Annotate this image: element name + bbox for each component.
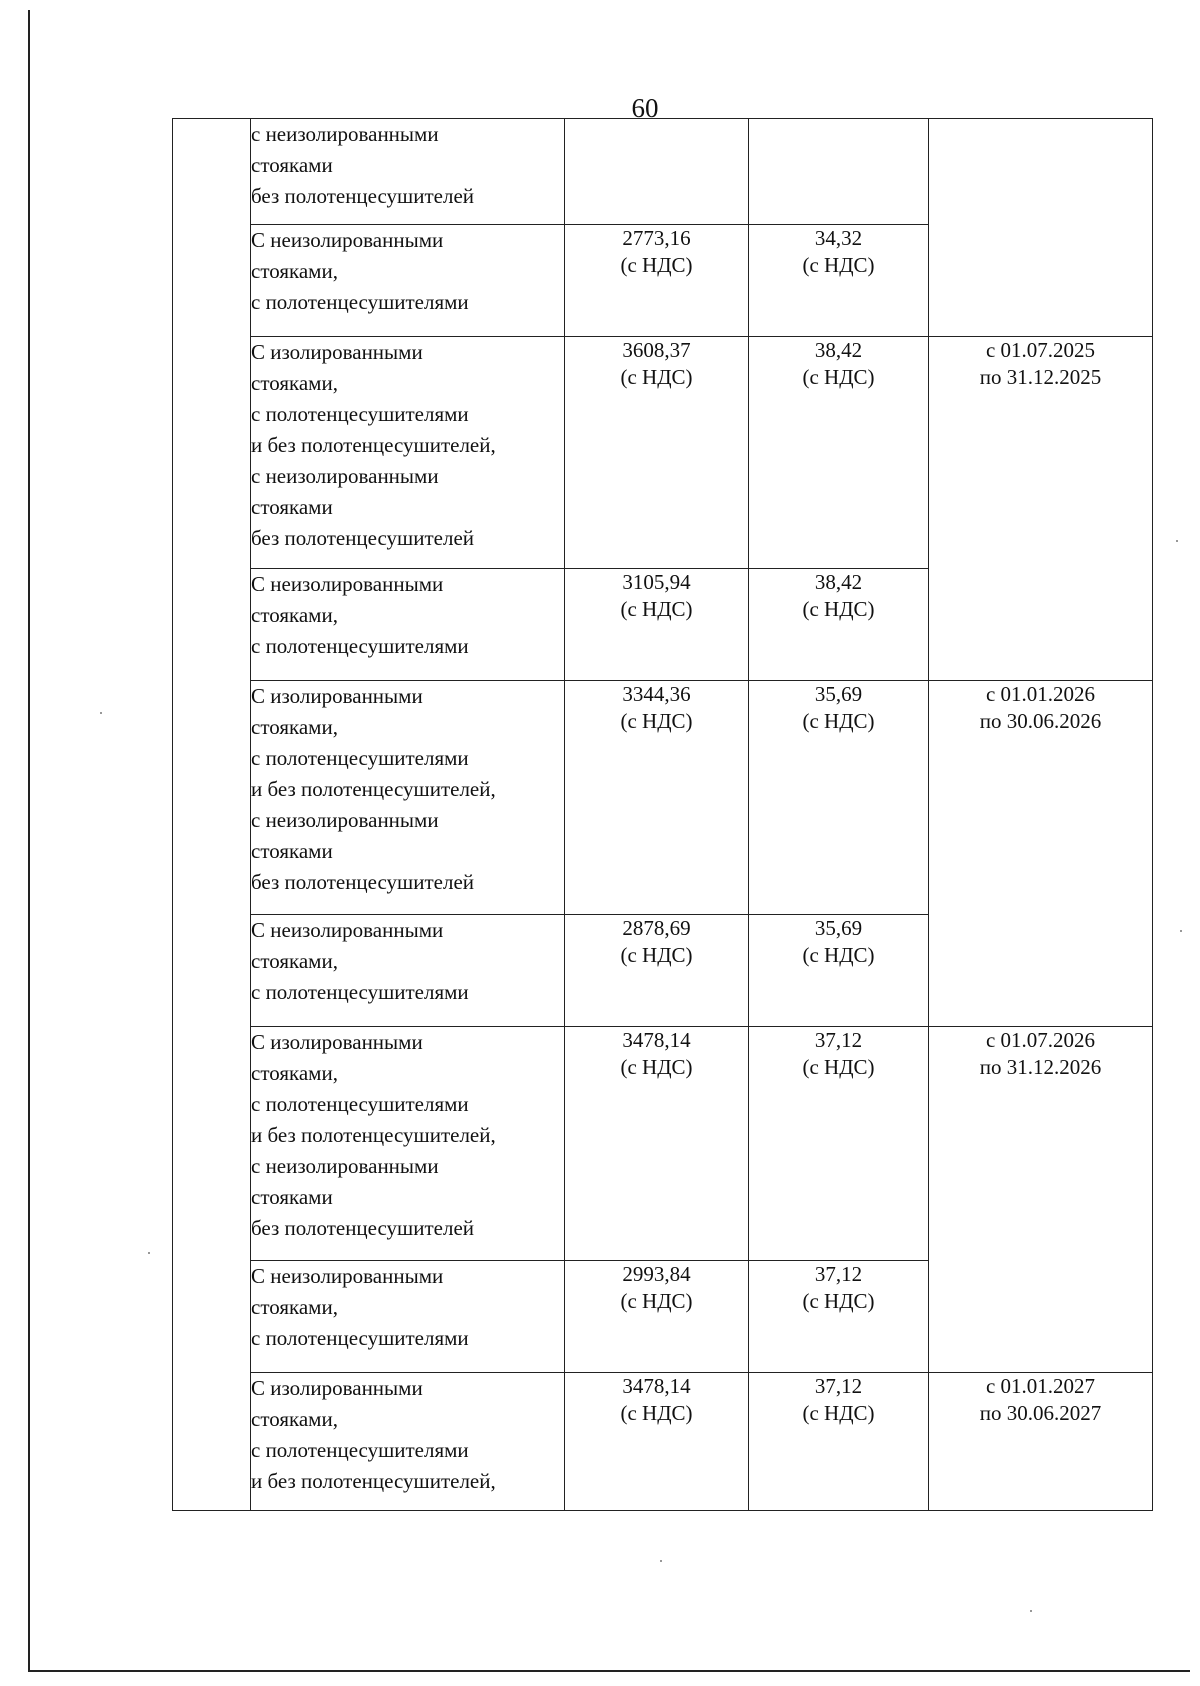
- riser-description-cell: [251, 569, 565, 681]
- tariff-value: 2773,16: [622, 226, 691, 250]
- norm-value: 37,12: [814, 1028, 863, 1052]
- tariff-value-cell: [565, 915, 749, 1027]
- tariff-table: [172, 118, 1153, 1511]
- tariff-value: 2993,84: [622, 1262, 691, 1286]
- tariff-value-cell: [565, 569, 749, 681]
- tariff-value: 3478,14: [622, 1028, 691, 1052]
- norm-value: 34,32: [814, 226, 863, 250]
- tariff-value: 3105,94: [622, 570, 691, 594]
- validity-period-line: по 31.12.2026: [979, 1055, 1102, 1079]
- description-line: без полотенцесушителей: [251, 1216, 475, 1240]
- validity-period-line: с 01.07.2025: [985, 338, 1096, 362]
- description-line: и без полотенцесушителей,: [251, 433, 496, 457]
- riser-description-cell: [251, 225, 565, 337]
- vat-note: (с НДС): [620, 253, 693, 277]
- description-line: стояками,: [251, 371, 338, 395]
- norm-value-cell: [749, 1261, 929, 1373]
- table-row: [173, 681, 1153, 915]
- vat-note: (с НДС): [620, 709, 693, 733]
- scan-speck: [1180, 930, 1182, 932]
- norm-value: 35,69: [814, 916, 863, 940]
- description-line: стояками: [251, 839, 333, 863]
- vat-note: (с НДС): [620, 597, 693, 621]
- norm-value-cell: [749, 337, 929, 569]
- description-line: стояками: [251, 495, 333, 519]
- vat-note: (с НДС): [802, 597, 875, 621]
- description-line: стояками,: [251, 1061, 338, 1085]
- validity-period-cell: [929, 681, 1153, 1027]
- description-line: и без полотенцесушителей,: [251, 1123, 496, 1147]
- description-line: стояками,: [251, 259, 338, 283]
- validity-period-line: с 01.01.2026: [985, 682, 1096, 706]
- validity-period-line: с 01.01.2027: [985, 1374, 1096, 1398]
- vat-note: (с НДС): [802, 1055, 875, 1079]
- norm-value-cell: [749, 915, 929, 1027]
- tariff-value: 2878,69: [622, 916, 691, 940]
- tariff-value-cell: [565, 337, 749, 569]
- table-row: [173, 337, 1153, 569]
- tariff-value-cell: [565, 1261, 749, 1373]
- description-line: с полотенцесушителями: [251, 634, 469, 658]
- scan-speck: [660, 1560, 662, 1562]
- tariff-value: 3344,36: [622, 682, 691, 706]
- table-row: [173, 1373, 1153, 1511]
- description-line: С изолированными: [251, 1376, 423, 1400]
- riser-description-cell: [251, 915, 565, 1027]
- description-line: стояками,: [251, 949, 338, 973]
- description-line: с полотенцесушителями: [251, 1092, 469, 1116]
- description-line: с полотенцесушителями: [251, 1326, 469, 1350]
- norm-value: 35,69: [814, 682, 863, 706]
- vat-note: (с НДС): [620, 943, 693, 967]
- validity-period-line: по 30.06.2026: [979, 709, 1102, 733]
- tariff-value-cell: [565, 1027, 749, 1261]
- vat-note: (с НДС): [620, 1055, 693, 1079]
- riser-description-cell: [251, 119, 565, 225]
- vat-note: (с НДС): [802, 1401, 875, 1425]
- validity-period-line: с 01.07.2026: [985, 1028, 1096, 1052]
- description-line: без полотенцесушителей: [251, 526, 475, 550]
- norm-value: 38,42: [814, 338, 863, 362]
- description-line: и без полотенцесушителей,: [251, 777, 496, 801]
- description-line: С неизолированными: [251, 572, 444, 596]
- tariff-value-cell: [565, 681, 749, 915]
- scan-speck: [148, 1252, 150, 1254]
- description-line: с неизолированными: [251, 1154, 439, 1178]
- norm-value: 38,42: [814, 570, 863, 594]
- norm-value-cell: [749, 225, 929, 337]
- tariff-value: 3478,14: [622, 1374, 691, 1398]
- description-line: без полотенцесушителей: [251, 870, 475, 894]
- validity-period-cell: [929, 337, 1153, 681]
- scan-speck: [1030, 1610, 1032, 1612]
- description-line: с неизолированными: [251, 808, 439, 832]
- norm-value-cell: [749, 1027, 929, 1261]
- description-line: С изолированными: [251, 684, 423, 708]
- norm-value-cell: [749, 681, 929, 915]
- scan-speck: [1176, 540, 1178, 542]
- description-line: с полотенцесушителями: [251, 290, 469, 314]
- description-line: с неизолированными: [251, 464, 439, 488]
- scan-speck: [100, 712, 102, 714]
- vat-note: (с НДС): [802, 1289, 875, 1313]
- riser-description-cell: [251, 1261, 565, 1373]
- validity-period-cell: [929, 1027, 1153, 1373]
- description-line: без полотенцесушителей: [251, 184, 475, 208]
- period-cell-continued: [929, 119, 1153, 337]
- description-line: с полотенцесушителями: [251, 980, 469, 1004]
- description-line: стояками,: [251, 603, 338, 627]
- vat-note: (с НДС): [802, 709, 875, 733]
- description-line: и без полотенцесушителей,: [251, 1469, 496, 1493]
- tariff-value-cell: [565, 119, 749, 225]
- description-line: С неизолированными: [251, 228, 444, 252]
- table-row: [173, 1027, 1153, 1261]
- vat-note: (с НДС): [802, 365, 875, 389]
- norm-value: 37,12: [814, 1374, 863, 1398]
- norm-value-cell: [749, 119, 929, 225]
- tariff-value: 3608,37: [622, 338, 691, 362]
- page-number: 60: [631, 93, 659, 123]
- norm-value: 37,12: [814, 1262, 863, 1286]
- description-line: с полотенцесушителями: [251, 1438, 469, 1462]
- description-line: с полотенцесушителями: [251, 402, 469, 426]
- validity-period-cell: [929, 1373, 1153, 1511]
- description-line: С неизолированными: [251, 918, 444, 942]
- tariff-value-cell: [565, 225, 749, 337]
- tariff-value-cell: [565, 1373, 749, 1511]
- vat-note: (с НДС): [620, 1401, 693, 1425]
- description-line: стояками,: [251, 1407, 338, 1431]
- description-line: С неизолированными: [251, 1264, 444, 1288]
- norm-value-cell: [749, 1373, 929, 1511]
- description-line: с полотенцесушителями: [251, 746, 469, 770]
- description-line: стояками: [251, 153, 333, 177]
- vat-note: (с НДС): [802, 943, 875, 967]
- description-line: с неизолированными: [251, 122, 439, 146]
- norm-value-cell: [749, 569, 929, 681]
- vat-note: (с НДС): [620, 365, 693, 389]
- vat-note: (с НДС): [802, 253, 875, 277]
- riser-description-cell: [251, 337, 565, 569]
- riser-description-cell: [251, 1373, 565, 1511]
- description-line: стояками,: [251, 1295, 338, 1319]
- description-line: С изолированными: [251, 340, 423, 364]
- table-row: [173, 119, 1153, 225]
- riser-description-cell: [251, 681, 565, 915]
- validity-period-line: по 31.12.2025: [979, 365, 1102, 389]
- validity-period-line: по 30.06.2027: [979, 1401, 1102, 1425]
- riser-description-cell: [251, 1027, 565, 1261]
- blank-first-column: [173, 119, 251, 1511]
- description-line: стояками: [251, 1185, 333, 1209]
- description-line: С изолированными: [251, 1030, 423, 1054]
- description-line: стояками,: [251, 715, 338, 739]
- vat-note: (с НДС): [620, 1289, 693, 1313]
